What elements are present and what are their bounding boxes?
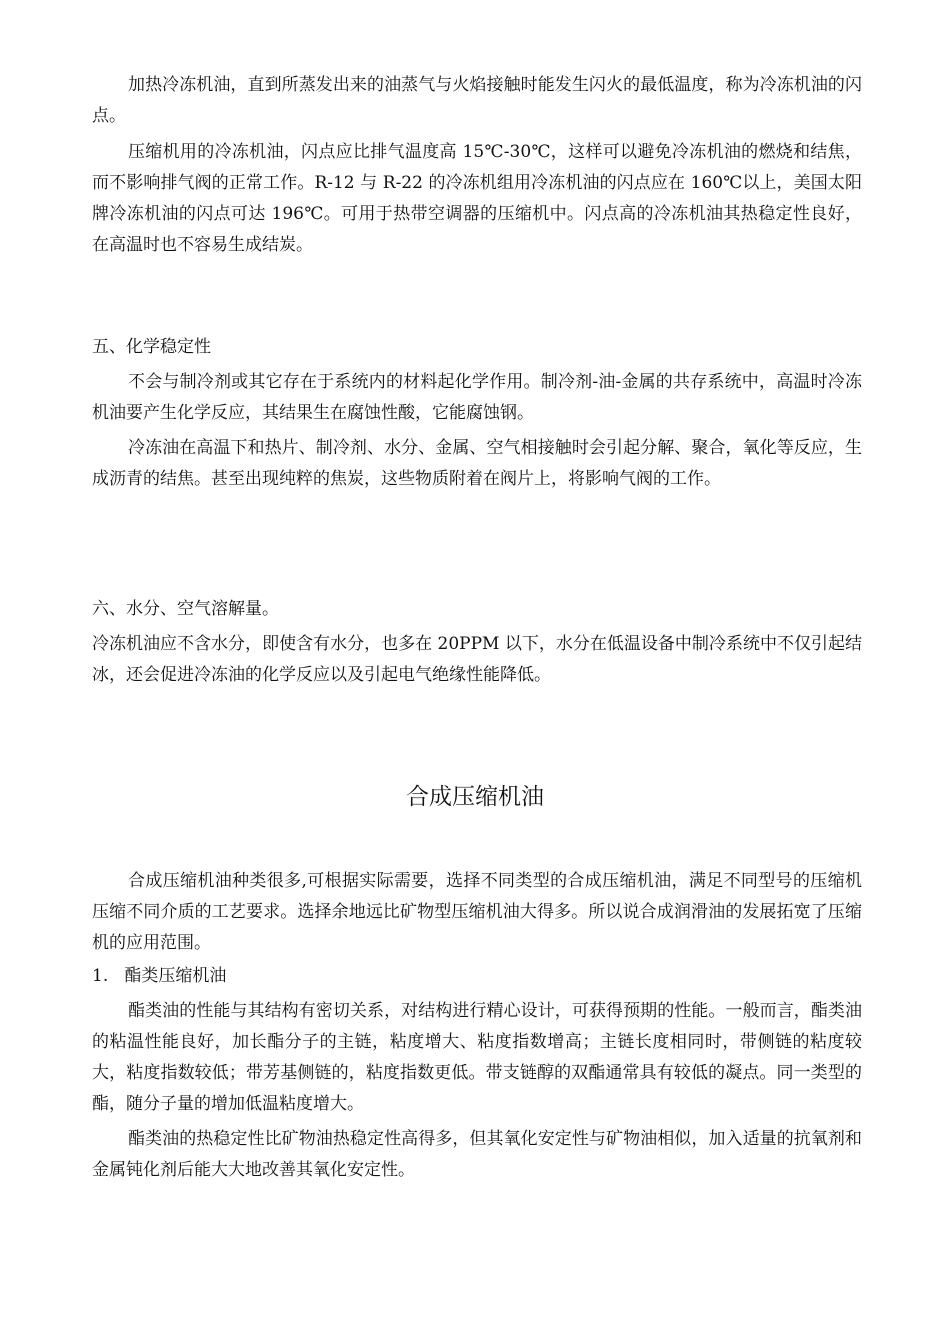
- flash-point-section: [92, 70, 862, 261]
- paragraph: 酯类油的性能与其结构有密切关系，对结构进行精心设计，可获得预期的性能。一般而言，酯类油的粘温性能良好，加长酯分子的主链，粘度增大、粘度指数增高；主链长度相同时，带侧链的粘度较大，粘度指数较低；带芳基侧链的，粘度指数更低。带支链醇的双酯通常具有较低的凝点。同一类型的酯，随分子量的增加低温粘度增大。: [92, 1001, 862, 1114]
- water-air-section: [92, 594, 862, 691]
- paragraph: 酯类油的热稳定性比矿物油热稳定性高得多，但其氧化安定性与矿物油相似，加入适量的抗氧剂和金属钝化剂后能大大地改善其氧化安定性。: [92, 1129, 862, 1180]
- paragraph: 合成压缩机油种类很多,可根据实际需要，选择不同类型的合成压缩机油，满足不同型号的压缩机压缩不同介质的工艺要求。选择余地远比矿物型压缩机油大得多。所以说合成润滑油的发展拓宽了压缩机的应用范围。: [92, 871, 862, 953]
- paragraph: 冷冻油在高温下和热片、制冷剂、水分、金属、空气相接触时会引起分解、聚合，氧化等反应，生成沥青的结焦。甚至出现纯粹的焦炭，这些物质附着在阀片上，将影响气阀的工作。: [92, 438, 862, 489]
- paragraph: 压缩机用的冷冻机油，闪点应比排气温度高 15℃-30℃，这样可以避免冷冻机油的燃烧和结焦，而不影响排气阀的正常工作。R-12 与 R-22 的冷冻机组用冷冻机油的闪点应在 160℃以上，美国太阳牌冷冻机油的闪点可达 196℃。可用于热带空调器的压缩机中。闪点高的冷冻机油其热稳定性良好，在高温时也不容易生成结炭。: [92, 142, 862, 255]
- section-heading: 五、化学稳定性: [92, 337, 211, 357]
- paragraph: 加热冷冻机油，直到所蒸发出来的油蒸气与火焰接触时能发生闪火的最低温度，称为冷冻机油的闪点。: [92, 75, 862, 126]
- synthetic-oil-section: [92, 866, 862, 1186]
- section-heading: 六、水分、空气溶解量。: [92, 599, 279, 619]
- sub-heading: 1. 酯类压缩机油: [92, 966, 227, 986]
- paragraph: 冷冻机油应不含水分，即使含有水分，也多在 20PPM 以下，水分在低温设备中制冷系统中不仅引起结冰，还会促进冷冻油的化学反应以及引起电气绝缘性能降低。: [92, 634, 862, 685]
- chemical-stability-section: [92, 332, 862, 495]
- page-title: 合成压缩机油: [406, 784, 544, 810]
- paragraph: 不会与制冷剂或其它存在于系统内的材料起化学作用。制冷剂-油-金属的共存系统中，高温时冷冻机油要产生化学反应，其结果生在腐蚀性酸，它能腐蚀钢。: [92, 372, 862, 423]
